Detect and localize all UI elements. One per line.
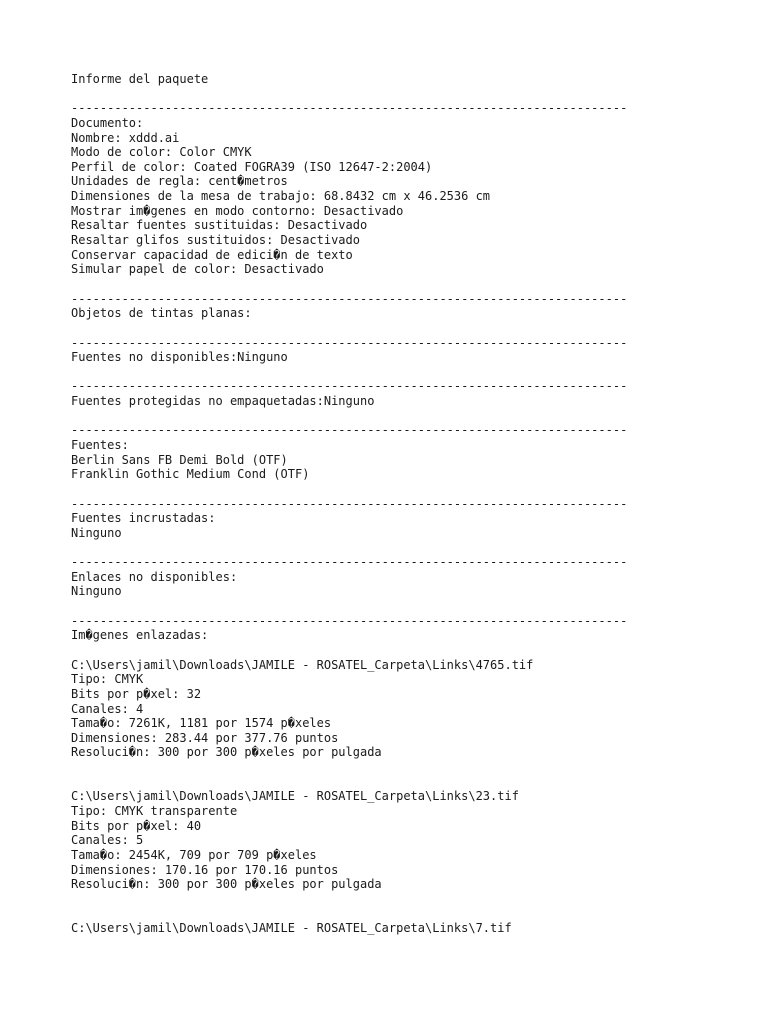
- spacer: [71, 760, 671, 775]
- image-tipo: Tipo: CMYK: [71, 672, 144, 687]
- separator-line: -----------------------------------------------------------------------------: [71, 423, 628, 438]
- doc-modo-contorno: Mostrar im�genes en modo contorno: Desactivado: [71, 203, 404, 218]
- spacer: [71, 907, 671, 922]
- image-bits: Bits por p�xel: 32: [71, 686, 202, 701]
- package-report-document: [71, 72, 671, 936]
- image-bits: Bits por p�xel: 40: [71, 818, 202, 833]
- fuentes-protegidas-heading: Fuentes protegidas no empaquetadas:Ninguno: [71, 394, 375, 409]
- doc-dimensiones-mesa: Dimensiones de la mesa de trabajo: 68.8432 cm x 46.2536 cm: [71, 189, 491, 204]
- doc-perfil-color: Perfil de color: Coated FOGRA39 (ISO 12647-2:2004): [71, 159, 433, 174]
- fuentes-incrustadas-heading: Fuentes incrustadas:: [71, 511, 216, 526]
- separator-line: -----------------------------------------------------------------------------: [71, 496, 628, 511]
- separator-line: -----------------------------------------------------------------------------: [71, 335, 628, 350]
- spacer: [71, 541, 671, 556]
- image-path: C:\Users\jamil\Downloads\JAMILE - ROSATEL_Carpeta\Links\23.tif: [71, 789, 519, 804]
- doc-simular-papel: Simular papel de color: Desactivado: [71, 262, 324, 277]
- spacer: [71, 775, 671, 790]
- image-tamano: Tama�o: 2454K, 709 por 709 p�xeles: [71, 847, 317, 862]
- separator-line: -----------------------------------------------------------------------------: [71, 291, 628, 306]
- enlaces-no-disponibles-value: Ninguno: [71, 584, 122, 599]
- doc-modo-color: Modo de color: Color CMYK: [71, 145, 252, 160]
- spacer: [71, 892, 671, 907]
- fuentes-heading: Fuentes:: [71, 438, 129, 453]
- spacer: [71, 277, 671, 292]
- enlaces-no-disponibles-heading: Enlaces no disponibles:: [71, 569, 238, 584]
- spacer: [71, 321, 671, 336]
- report-title: Informe del paquete: [71, 72, 209, 86]
- separator-line: -----------------------------------------------------------------------------: [71, 101, 628, 116]
- image-canales: Canales: 4: [71, 701, 144, 716]
- image-resolucion: Resoluci�n: 300 por 300 p�xeles por pulgada: [71, 877, 382, 892]
- fuentes-no-disponibles-heading: Fuentes no disponibles:Ninguno: [71, 350, 288, 365]
- doc-resaltar-glifos: Resaltar glifos sustituidos: Desactivado: [71, 233, 360, 248]
- doc-unidades-regla: Unidades de regla: cent�metros: [71, 174, 288, 189]
- image-dimensiones: Dimensiones: 283.44 por 377.76 puntos: [71, 730, 339, 745]
- font-item: Franklin Gothic Medium Cond (OTF): [71, 467, 310, 482]
- separator-line: -----------------------------------------------------------------------------: [71, 555, 628, 570]
- image-tamano: Tama�o: 7261K, 1181 por 1574 p�xeles: [71, 716, 332, 731]
- fuentes-incrustadas-value: Ninguno: [71, 525, 122, 540]
- image-path: C:\Users\jamil\Downloads\JAMILE - ROSATEL_Carpeta\Links\4765.tif: [71, 657, 534, 672]
- doc-resaltar-fuentes: Resaltar fuentes sustituidas: Desactivado: [71, 218, 368, 233]
- spacer: [71, 365, 671, 380]
- font-item: Berlin Sans FB Demi Bold (OTF): [71, 452, 288, 467]
- doc-nombre: Nombre: xddd.ai: [71, 130, 180, 145]
- image-path: C:\Users\jamil\Downloads\JAMILE - ROSATEL_Carpeta\Links\7.tif: [71, 921, 512, 936]
- spacer: [71, 482, 671, 497]
- image-canales: Canales: 5: [71, 833, 144, 848]
- separator-line: -----------------------------------------------------------------------------: [71, 379, 628, 394]
- tintas-planas-heading: Objetos de tintas planas:: [71, 306, 252, 321]
- spacer: [71, 409, 671, 424]
- separator-line: -----------------------------------------------------------------------------: [71, 613, 628, 628]
- image-tipo: Tipo: CMYK transparente: [71, 804, 238, 819]
- image-dimensiones: Dimensiones: 170.16 por 170.16 puntos: [71, 862, 339, 877]
- documento-heading: Documento:: [71, 115, 144, 130]
- imagenes-enlazadas-heading: Im�genes enlazadas:: [71, 628, 209, 643]
- doc-conservar-edicion: Conservar capacidad de edici�n de texto: [71, 247, 353, 262]
- spacer: [71, 643, 671, 658]
- spacer: [71, 87, 671, 102]
- image-resolucion: Resoluci�n: 300 por 300 p�xeles por pulgada: [71, 745, 382, 760]
- spacer: [71, 599, 671, 614]
